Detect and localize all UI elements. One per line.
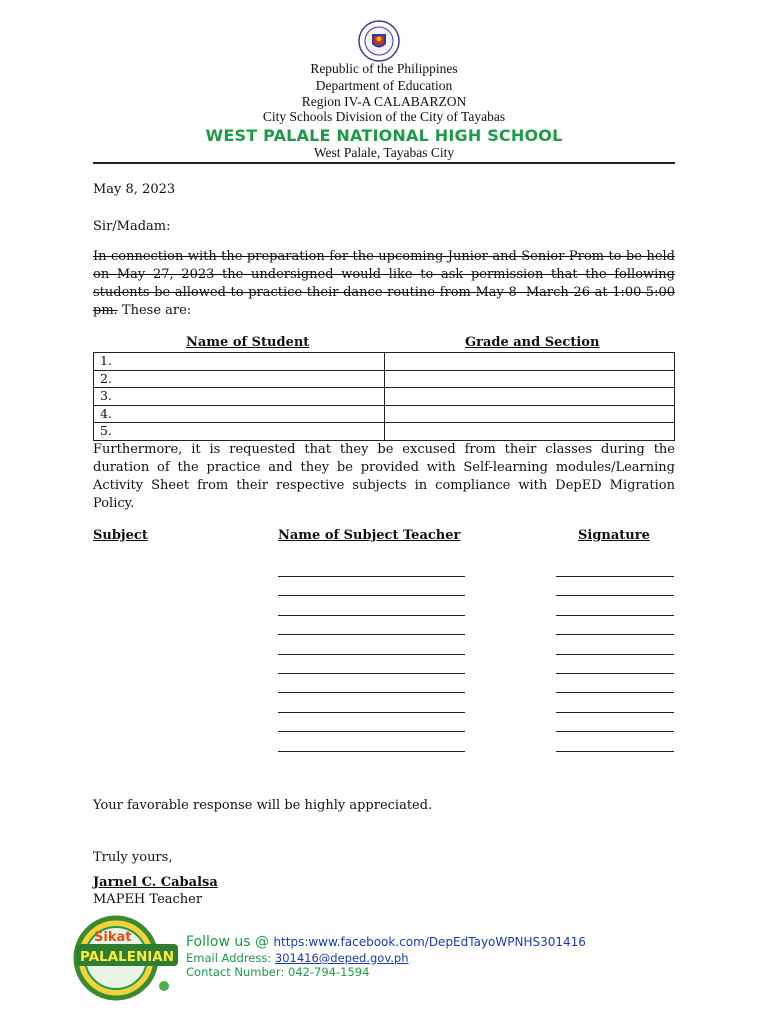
logo-palalenian-text: PALALENIAN xyxy=(80,949,175,965)
school-name: WEST PALALE NATIONAL HIGH SCHOOL xyxy=(205,126,563,145)
signature-line[interactable] xyxy=(556,673,674,674)
sikat-palalenian-logo-icon xyxy=(72,908,180,1004)
furthermore-paragraph: Furthermore, it is requested that they be excused from their classes during the duration of the practice and they be provided with Self-learning modules/Learning Activity Sheet from their respective subjects in compliance with DepED Migration Policy. xyxy=(93,442,675,511)
table-cell: 5. xyxy=(94,423,385,441)
signature-header: Signature xyxy=(578,528,650,543)
signature-line[interactable] xyxy=(556,692,674,693)
teacher-signature-line[interactable] xyxy=(278,615,465,616)
republic-line: Republic of the Philippines xyxy=(310,61,458,76)
contact-label: Contact Number: xyxy=(186,965,288,979)
salutation: Sir/Madam: xyxy=(93,219,171,234)
intro-tail-text: These are: xyxy=(117,303,192,318)
table-cell xyxy=(385,370,675,388)
teacher-signature-line[interactable] xyxy=(278,751,465,752)
student-name-header: Name of Student xyxy=(186,335,310,350)
signature-line[interactable] xyxy=(556,731,674,732)
closing-line: Your favorable response will be highly appreciated. xyxy=(93,798,433,813)
email-link[interactable]: 301416@deped.gov.ph xyxy=(274,951,409,965)
letter-date: May 8, 2023 xyxy=(93,182,176,197)
email-line xyxy=(186,951,409,965)
table-cell xyxy=(385,353,675,371)
deped-seal-icon xyxy=(358,20,400,62)
contact-number: 042-794-1594 xyxy=(287,965,370,979)
table-cell: 2. xyxy=(94,370,385,388)
table-cell: 4. xyxy=(94,405,385,423)
intro-paragraph xyxy=(93,248,675,320)
facebook-link[interactable]: https:www.facebook.com/DepEdTayoWPNHS301416 xyxy=(273,935,586,949)
teacher-signature-line[interactable] xyxy=(278,673,465,674)
subject-header: Subject xyxy=(93,528,148,543)
signature-line[interactable] xyxy=(556,751,674,752)
region-line: Region IV-A CALABARZON xyxy=(301,94,467,109)
signature-line[interactable] xyxy=(556,615,674,616)
table-row xyxy=(94,353,675,371)
table-row xyxy=(94,423,675,441)
teacher-signature-line[interactable] xyxy=(278,595,465,596)
logo-sikat-text: Sikat xyxy=(94,930,132,945)
teacher-signature-line[interactable] xyxy=(278,654,465,655)
teacher-signature-line[interactable] xyxy=(278,692,465,693)
table-cell xyxy=(385,405,675,423)
table-cell: 1. xyxy=(94,353,385,371)
table-cell xyxy=(385,388,675,406)
email-label: Email Address: xyxy=(186,951,275,965)
follow-line xyxy=(186,935,586,949)
teacher-signature-line[interactable] xyxy=(278,576,465,577)
student-table xyxy=(93,352,675,441)
teacher-signature-line[interactable] xyxy=(278,634,465,635)
signature-line[interactable] xyxy=(556,576,674,577)
table-cell: 3. xyxy=(94,388,385,406)
table-row xyxy=(94,388,675,406)
follow-label: Follow us @ xyxy=(186,934,274,950)
signer-title: MAPEH Teacher xyxy=(93,892,203,907)
school-address: West Palale, Tayabas City xyxy=(313,145,455,160)
signature-line[interactable] xyxy=(556,654,674,655)
signature-line[interactable] xyxy=(556,595,674,596)
table-row xyxy=(94,405,675,423)
contact-line xyxy=(186,965,369,979)
department-line: Department of Education xyxy=(315,78,453,93)
signer-name: Jarnel C. Cabalsa xyxy=(93,875,218,890)
valediction: Truly yours, xyxy=(93,850,173,865)
teacher-signature-line[interactable] xyxy=(278,731,465,732)
division-line: City Schools Division of the City of Tayabas xyxy=(262,109,506,124)
intro-struck-text: In connection with the preparation for the upcoming Junior and Senior Prom to be held on May 27, 2023 the undersigned would like to ask permission that the following students be allowed to practice their dance routine from May 8- March 26 at 1:00-5:00 pm. xyxy=(93,249,675,318)
header-divider xyxy=(93,162,675,164)
teacher-signature-line[interactable] xyxy=(278,712,465,713)
table-row xyxy=(94,370,675,388)
teacher-name-header: Name of Subject Teacher xyxy=(278,528,461,543)
table-cell xyxy=(385,423,675,441)
signature-line[interactable] xyxy=(556,634,674,635)
grade-section-header: Grade and Section xyxy=(465,335,600,350)
signature-line[interactable] xyxy=(556,712,674,713)
